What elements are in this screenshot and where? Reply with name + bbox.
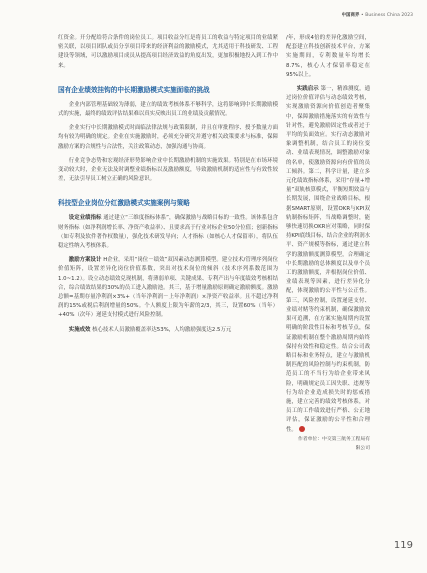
- intro-paragraph: 红资金。开分配给符合条件的岗位员工。项目收益分红是将员工的收益与特定项目的业绩紧密关联，以项目团队或员分享项目带来的经济利益的激励模式，尤其适用于科技研发、工程建设等领域，可以激励项目成员从提高项目经济效益的角度出发，更加积极地投入到工作中来。: [58, 35, 278, 69]
- body-paragraph: [58, 326, 278, 335]
- body-paragraph: [58, 256, 278, 320]
- body-paragraph: 企业实行中长期激励模式时面临法律法规与政策限制，并且在审批程序、授予数量方面均有较为明确的规定。企业在实施激励时，必须充分研究并遵守相关政策要求与标准，保障激励方案的合规性与合法性，关注政策动态，加强沟通与协商。: [58, 125, 278, 150]
- paragraph-lead: 实施成效: [68, 326, 91, 333]
- paragraph-lead: 激励方案设计: [68, 257, 102, 264]
- page-number: 119: [393, 540, 413, 551]
- left-column: [58, 34, 278, 335]
- paragraph-lead: 实践启示: [296, 86, 319, 93]
- paragraph-lead: 设定业绩指标: [68, 215, 102, 222]
- magazine-brand: [342, 12, 413, 18]
- body-paragraph: 企业内部管理基础较为薄弱，建立的绩效考核体系不够科学，这将影响到中长期激励模式的实施，最终的绩效评估结果难以真实反映出员工的业绩及贡献情况。: [58, 101, 278, 118]
- article-end-icon: [299, 426, 305, 432]
- paragraph-text: 通过建立“三维度指标体系”，确保激励与战略目标的一致性。该体系包含财务指标（如净利润增长率、净资产收益率）、且要求高于行业对标企业50分位值；创新指标（如专利及软件著作权数量），强化技术研发导向；人才指标（如核心人才保留率），将队伍稳定性纳入考核体系。: [58, 215, 278, 250]
- paragraph-text: H企业，采用“岗位－绩效”双因素动态测算模型。建立技术/管理序列岗位价值矩阵，设置差异化岗位价值系数，突出对技术岗位的倾斜（技术序列系数范围为1.0~1.2）。设立动态绩效兑现机制，将薄弱单项、关键成果、专利产出与年度绩效考核相结合，综合绩效结果的30%的员工进入激励池。其三，基于增量激励原则确定激励额度。激励总额=基期存量净利润×3%+（当年净利润－上年净利润）×净资产收益率。且不超过净利润的15%或税后利润增量的50%。个人额度上限为年薪的2/3，其三，设置60%（当年）+40%（次年）递延支付模式进行风险控制。: [58, 257, 278, 319]
- brand-primary: 中国商界: [341, 13, 360, 18]
- section-title-challenges: 国有企业绩效挂钩的中长期激励模式实施面临的挑战: [58, 85, 210, 94]
- body-paragraph: /年，形成4倍的差异化激励空间，配套建立科技创新技术平台，方案实施期间，专利数量年均增长8.7%，核心人才保留率稳定在95%以上。: [286, 35, 370, 78]
- section-title-case-study: 科技型企业岗位分红激励模式实施案例与策略: [58, 199, 190, 208]
- body-paragraph: [286, 85, 370, 435]
- brand-secondary: • Business China 2023: [361, 13, 413, 18]
- page-header: [0, 0, 427, 30]
- body-paragraph: 行业竞争态势和宏观经济形势影响企业中长期激励机制的实施效果。特别是在市场环境变动较大时，企业无法及时调整业绩指标以及激励额度，导致激励机制的适应性与有效性较差，无法引导员工树立正确的风险意识。: [58, 157, 278, 183]
- paragraph-text: 第一，精准测度，通过岗位价值评估与动态绩效考核，实现激励资源向价值创造者聚集中，保障激励措施落实的有效性与针对性，避免激励固定性或者过于平均的负面效应。实行动态激励对象调整机制，结合员工的岗位变动、业绩表现情况，调整激励对象的名单，使激励资源向有价值的员工倾斜。第二，科学计量，建立多元化绩效指标体系，采用“存量+增量”双轨核算模式，平衡短期效益与长期发展，围绕企业战略目标，根据SMART原则，设置OKR与KPI双轨制指标矩阵，当战略调整时，能够快速切换OKR应对策略，同时保持KPI底线目标，结合企业的利润水平、资产规模等指标，通过建立科学的激励额度测算模型，合理确定中长期激励的总体额度以及单个员工的激励额度，并根据岗位价值、业绩表现等因素，进行差异化分配，体现激励的公平性与公正性。第三，风险控制，设置递延支付、业绩对赌等约束机制，确保激励效果可追溯，在方案实施周期内设置明确的阶段性目标和考核节点，保证激励机制在整个激励周期内始终保持有效性和稳定性。结合公司战略目标和业务特点，建立与激励机制匹配的风险控制与约束机制，防范员工的不当行为给企业带来风险，明确规定员工因失职、违规等行为给企业造成损失时的惩戒措施，建立完善的绩效考核体系，对员工的工作绩效进行严格、公正地评估，保证激励的公平性和合理性。: [286, 86, 370, 433]
- body-paragraph: [58, 214, 278, 251]
- paragraph-text: 核心技术人员激励覆盖率达53%，人均激励强度达2.5万元: [92, 326, 232, 333]
- author-affiliation: 作者单位：中交第三航务工程局有限公司: [298, 436, 370, 451]
- right-column: [286, 34, 370, 453]
